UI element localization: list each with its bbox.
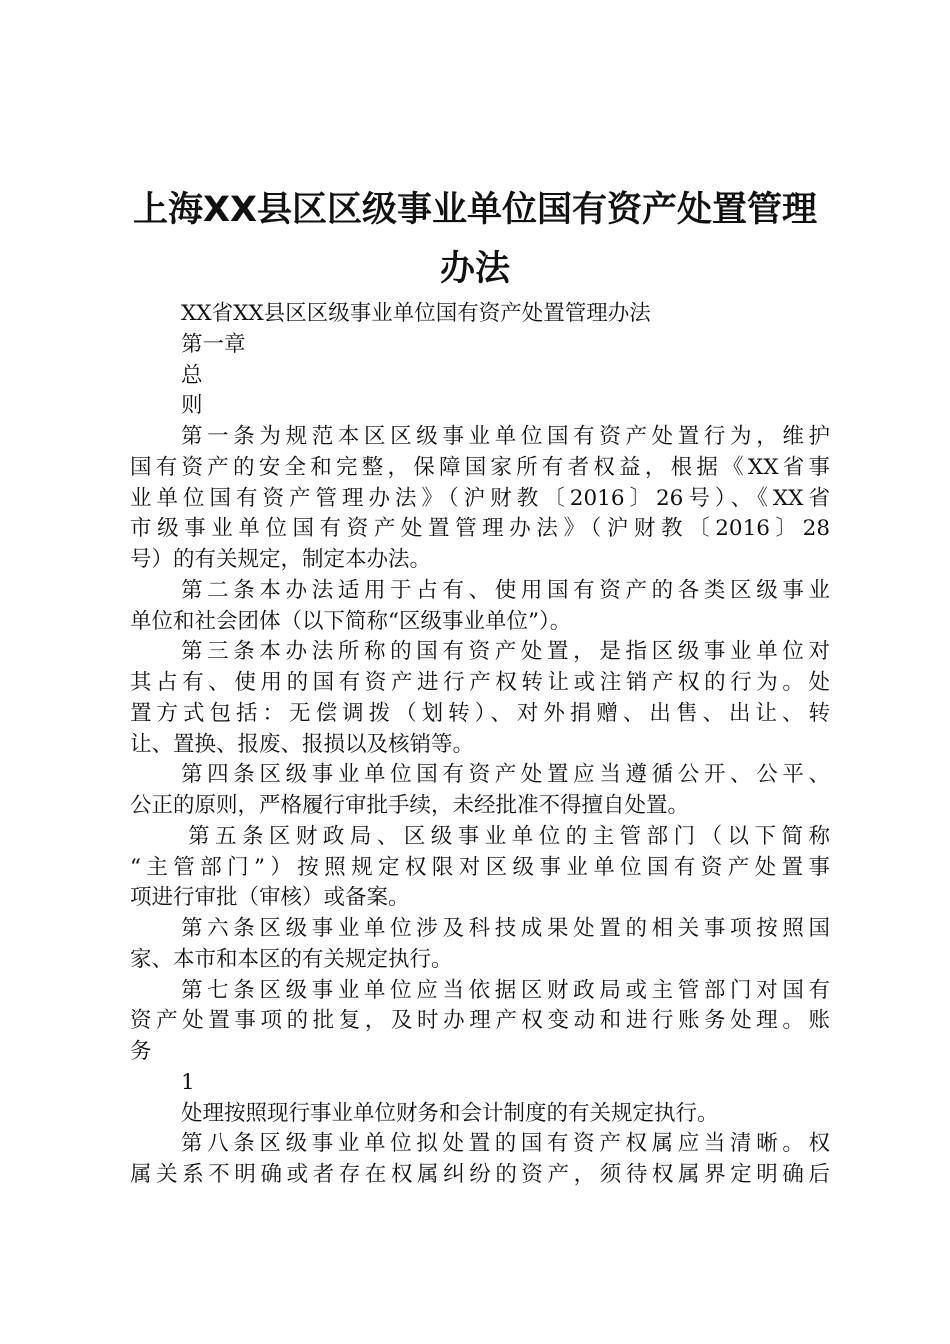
article-7-continuation: 处理按照现行事业单位财务和会计制度的有关规定执行。 [181,1101,719,1126]
article-7-line-3: 务 [130,1039,152,1064]
document-title-line-1: 上海XX县区区级事业单位国有资产处置管理 [133,190,817,230]
article-7-line-2: 资产处置事项的批复，及时办理产权变动和进行账务处理。账 [130,1008,830,1033]
page-number: 1 [181,1070,195,1095]
article-3-line-3: 置方式包括：无偿调拨（划转）、对外捐赠、出售、出让、转 [130,701,830,726]
article-3-line-1: 第三条本办法所称的国有资产处置，是指区级事业单位对 [181,639,830,664]
article-8-line-2: 属关系不明确或者存在权属纠纷的资产，须待权属界定明确后 [130,1162,830,1187]
subtitle-line: XX省XX县区区级事业单位国有资产处置管理办法 [181,301,651,326]
article-4-line-2: 公正的原则，严格履行审批手续，未经批准不得擅自处置。 [130,793,690,818]
chapter-subheading-part-1: 总 [181,363,203,388]
article-1-line-3: 业单位国有资产管理办法》（沪财教〔2016〕26号）、《XX省 [130,486,830,511]
article-4-line-1: 第四条区级事业单位国有资产处置应当遵循公开、公平、 [181,762,830,787]
article-1-line-4: 市级事业单位国有资产处置管理办法》（沪财教〔2016〕28 [130,516,830,541]
article-1-line-1: 第一条为规范本区区级事业单位国有资产处置行为，维护 [181,424,830,449]
document-title-line-2: 办法 [439,249,510,289]
article-6-line-1: 第六条区级事业单位涉及科技成果处置的相关事项按照国 [181,916,830,941]
article-2-line-2: 单位和社会团体（以下简称“区级事业单位”）。 [130,609,572,634]
article-8-line-1: 第八条区级事业单位拟处置的国有资产权属应当清晰。权 [181,1131,830,1156]
article-2-line-1: 第二条本办法适用于占有、使用国有资产的各类区级事业 [181,578,830,603]
article-1-line-5: 号）的有关规定，制定本办法。 [130,547,432,572]
article-5-line-2: “主管部门”）按照规定权限对区级事业单位国有资产处置事 [130,855,830,880]
article-7-line-1: 第七条区级事业单位应当依据区财政局或主管部门对国有 [181,978,830,1003]
chapter-subheading-part-2: 则 [181,393,203,418]
article-5-line-3: 项进行审批（审核）或备案。 [130,885,410,910]
article-5-line-1: 第五条区财政局、区级事业单位的主管部门（以下简称 [188,824,830,849]
article-3-line-2: 其占有、使用的国有资产进行产权转让或注销产权的行为。处 [130,670,830,695]
article-6-line-2: 家、本市和本区的有关规定执行。 [130,947,453,972]
chapter-heading: 第一章 [181,332,246,357]
article-1-line-2: 国有资产的安全和完整，保障国家所有者权益，根据《XX省事 [130,455,830,480]
article-3-line-4: 让、置换、报废、报损以及核销等。 [130,732,475,757]
